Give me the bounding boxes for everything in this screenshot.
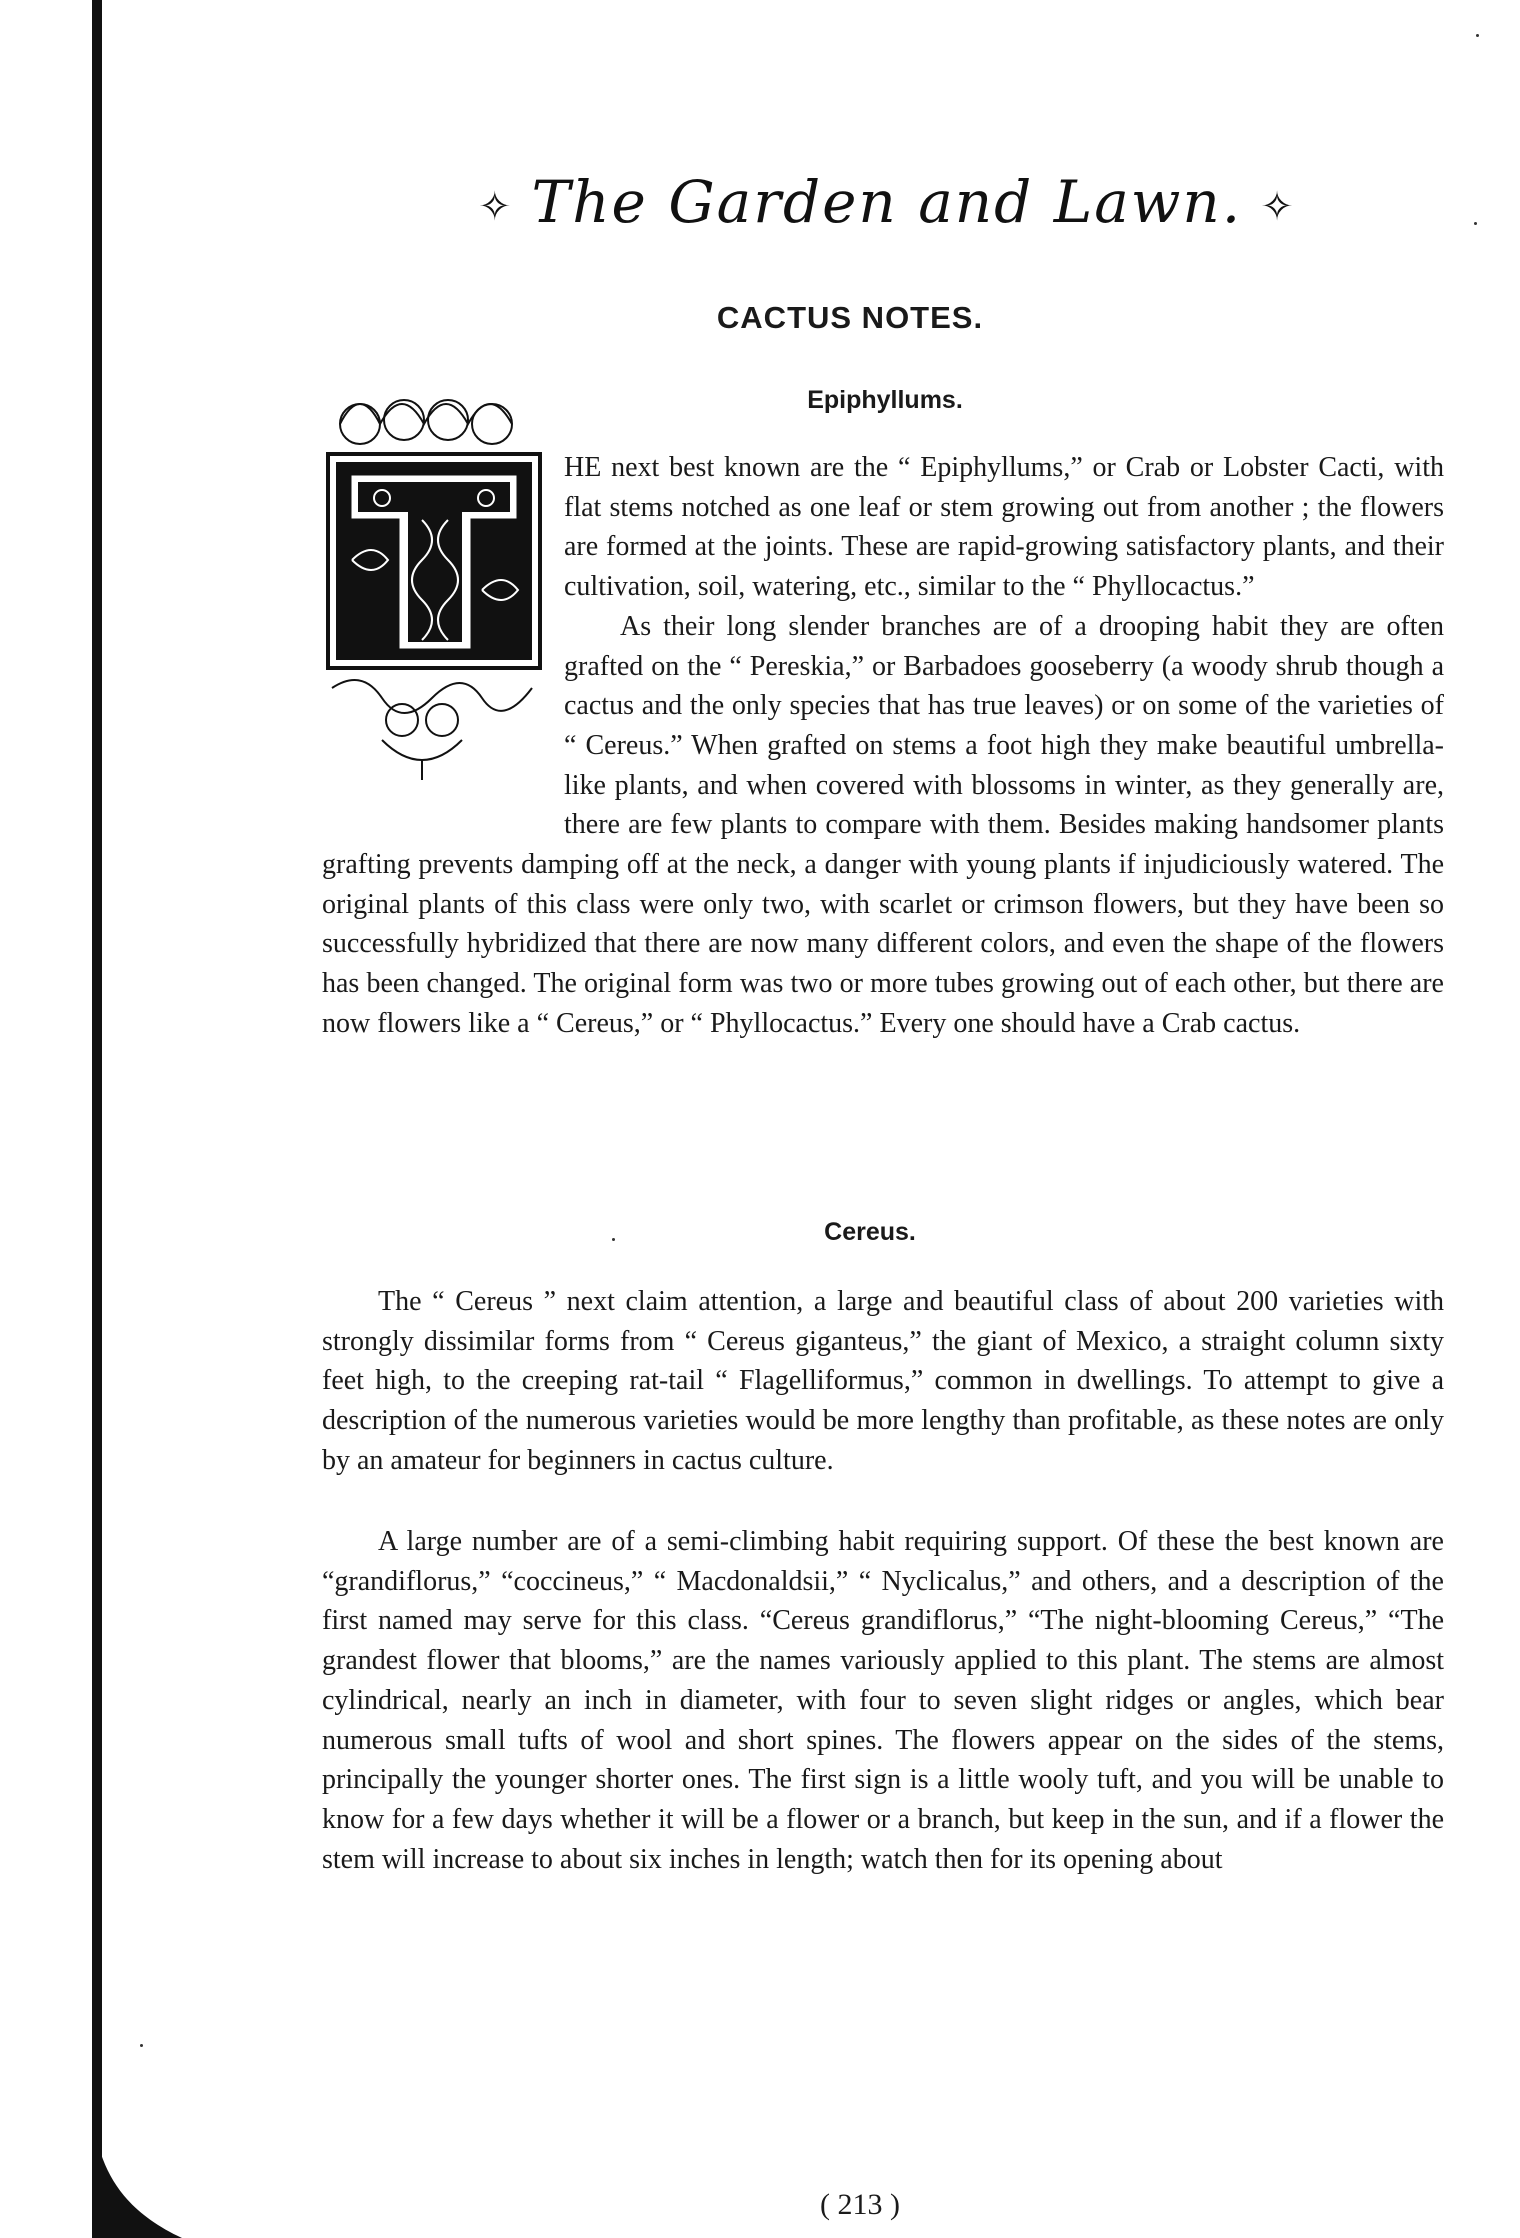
header-title: The Garden and Lawn. (531, 168, 1243, 236)
right-ornament-icon: ✧ (1260, 183, 1296, 230)
paragraph-cereus-2 (322, 1522, 1444, 1879)
paragraph-text: HE next best known are the “ Epiphyllums,” or Crab or Lobster Cacti, with flat stems notched as one leaf or stem growing out from another ; the flowers are formed at the joints. These are rapid-growing satisfactory plants, and their cultivation, soil, watering, etc., similar to the “ Phyllocactus.” (564, 452, 1444, 603)
section-heading-epiphyllums: Epiphyllums. (807, 386, 963, 414)
scan-speck (612, 1238, 615, 1241)
paragraph-text: A large number are of a semi-climbing habit requiring support. Of these the best known are “grandiflorus,” “coccineus,” “ Macdonaldsii,” “ Nyclicalus,” and others, and a description of the first named may serve for this class. “Cereus grandiflorus,” “The night-blooming Cereus,” “The grandest flower that blooms,” are the names variously applied to this plant. The stems are almost cylindrical, nearly an inch in diameter, with four to seven slight ridges or angles, which bear numerous small tufts of wool and short spines. The flowers appear on the sides of the stems, principally the younger shorter ones. The first sign is a little wooly tuft, and you will be unable to know for a few days whether it will be a flower or a branch, but keep in the sun, and if a flower the stem will increase to about six inches in length; watch then for its opening about (322, 1526, 1444, 1875)
scan-speck (1476, 34, 1479, 37)
section-heading-cereus: Cereus. (824, 1218, 916, 1246)
binding-edge (92, 0, 102, 2238)
page-number: ( 213 ) (820, 2188, 900, 2221)
article-title: CACTUS NOTES. (716, 300, 984, 335)
scan-speck (140, 2044, 143, 2047)
scan-speck (1474, 222, 1477, 225)
binding-shadow (92, 2110, 182, 2238)
paragraph-text: The “ Cereus ” next claim attention, a large and beautiful class of about 200 varieties with strongly dissimilar forms from “ Cereus giganteus,” the giant of Mexico, a straight column sixty feet high, to the creeping rat-tail “ Flagelliformus,” common in dwellings. To attempt to give a description of the numerous varieties would be more lengthy than profitable, as these notes are only by an amateur for beginners in cactus culture. (322, 1286, 1444, 1476)
paragraph-epiphyllums-1 (322, 448, 1444, 1044)
paragraph-cereus-1 (322, 1282, 1444, 1481)
paragraph-text: As their long slender branches are of a drooping habit they are often grafted on the “ Pereskia,” or Barbadoes gooseberry (a woody shrub though a cactus and the only species that has true leaves) or on some of the varieties of “ Cereus.” When grafted on stems a foot high they make beautiful umbrella-like plants, and when covered with blossoms in winter, as they generally are, there are few plants to compare with them. Besides making handsomer plants grafting prevents damping off at the neck, a danger with young plants if injudiciously watered. The original plants of this class were only two, with scarlet or crimson flowers, but they have been so successfully hybridized that there are now many different colors, and even the shape of the flowers has been changed. The original form was two or more tubes growing out of each other, but there are now flowers like a “ Cereus,” or “ Phyllocactus.” Every one should have a Crab cactus. (322, 610, 1444, 1039)
left-ornament-icon: ✧ (478, 183, 514, 230)
running-header (460, 168, 1296, 236)
